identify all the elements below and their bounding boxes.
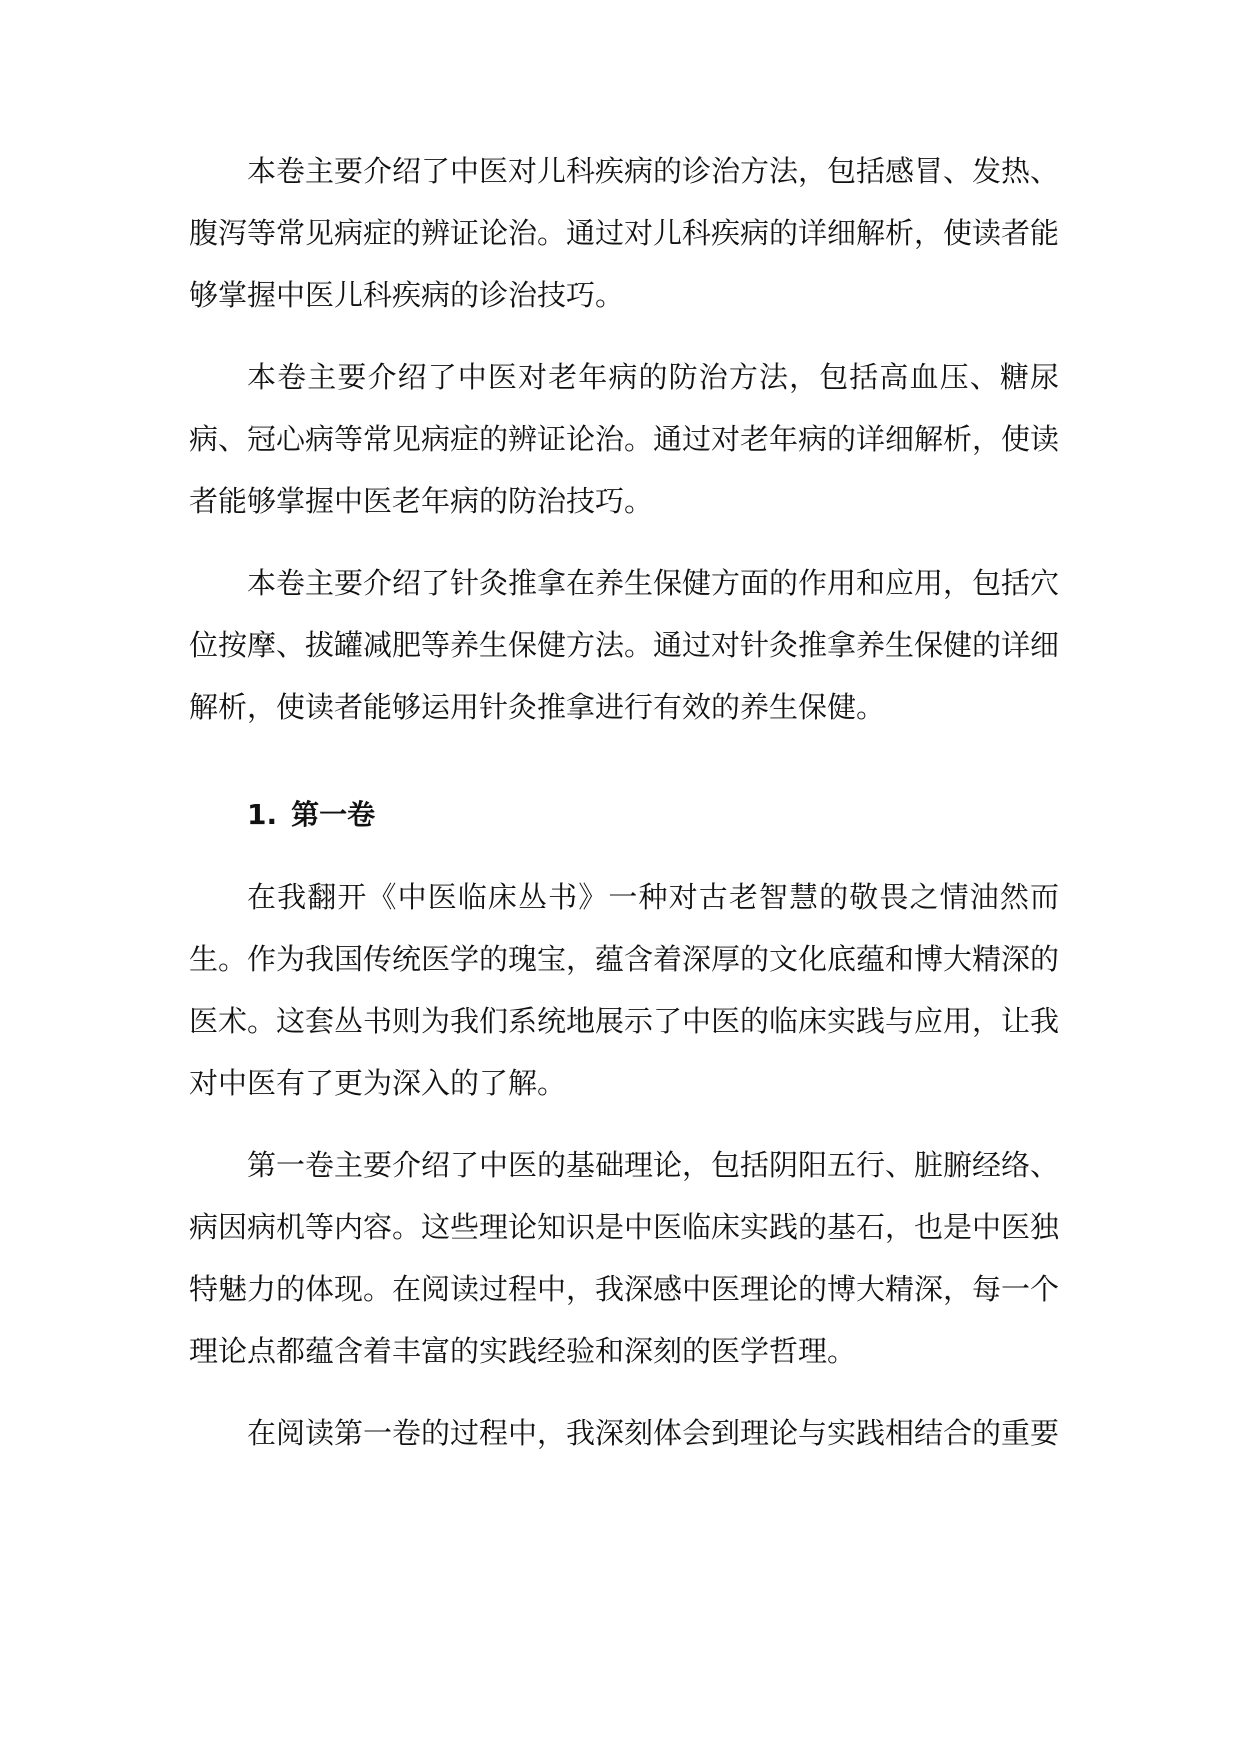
section-heading xyxy=(189,784,1059,846)
paragraph-geriatrics: 本卷主要介绍了中医对老年病的防治方法，包括高血压、糖尿病、冠心病等常见病症的辨证论治。通过对老年病的详细解析，使读者能够掌握中医老年病的防治技巧。 xyxy=(189,360,1060,518)
section-number: 1. xyxy=(247,798,278,831)
body-text xyxy=(189,140,1059,1484)
paragraph-intro: 在我翻开《中医临床丛书》一种对古老智慧的敬畏之情油然而生。作为我国传统医学的瑰宝，蕴含着深厚的文化底蕴和博大精深的医术。这套丛书则为我们系统地展示了中医的临床实践与应用，让我对中医有了更为深入的了解。 xyxy=(189,880,1060,1100)
paragraph-acupuncture: 本卷主要介绍了针灸推拿在养生保健方面的作用和应用，包括穴位按摩、拔罐减肥等养生保健方法。通过对针灸推拿养生保健的详细解析，使读者能够运用针灸推拿进行有效的养生保健。 xyxy=(189,566,1060,724)
paragraph-pediatrics: 本卷主要介绍了中医对儿科疾病的诊治方法，包括感冒、发热、腹泻等常见病症的辨证论治。通过对儿科疾病的详细解析，使读者能够掌握中医儿科疾病的诊治技巧。 xyxy=(189,154,1060,312)
paragraph-reflection: 在阅读第一卷的过程中，我深刻体会到理论与实践相结合的重要 xyxy=(247,1416,1060,1450)
paragraph-volume-one: 第一卷主要介绍了中医的基础理论，包括阴阳五行、脏腑经络、病因病机等内容。这些理论知识是中医临床实践的基石，也是中医独特魅力的体现。在阅读过程中，我深感中医理论的博大精深，每一个理论点都蕴含着丰富的实践经验和深刻的医学哲理。 xyxy=(189,1148,1060,1368)
section-title: 第一卷 xyxy=(291,798,376,831)
